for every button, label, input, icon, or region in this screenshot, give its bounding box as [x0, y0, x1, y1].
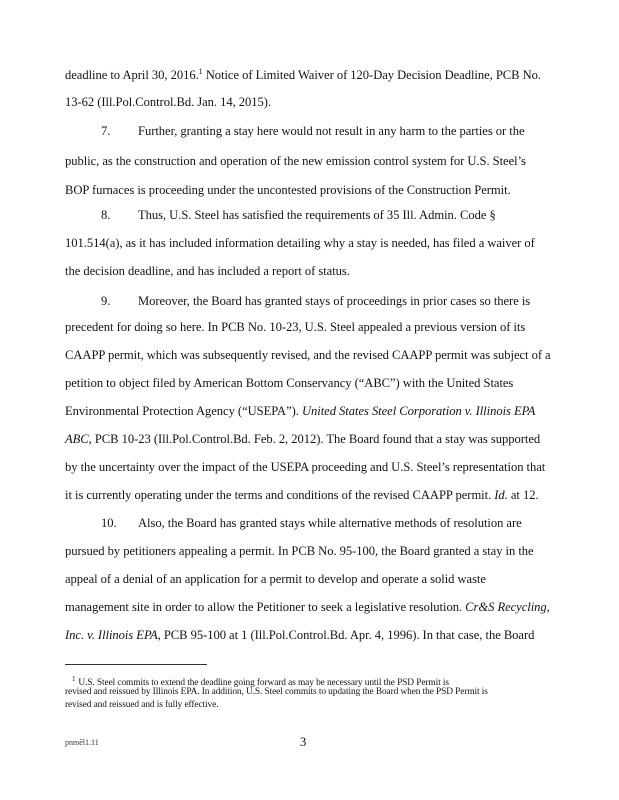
case-citation: United States Steel Corporation v. Illinois EPA [301, 404, 536, 418]
paragraph-9-line: ABC, PCB 10-23 (Ill.Pol.Control.Bd. Feb. 2, 2012). The Board found that a stay was supported [65, 432, 541, 446]
paragraph-number: 10. [101, 516, 117, 530]
paragraph-9-line: petition to object filed by American Bottom Conservancy (“ABC”) with the United States [65, 376, 514, 390]
document-id: pnmẽl1.11 [65, 738, 99, 747]
body-line: deadline to April 30, 2016.$^1$ Notice of Limited Waiver of 120-Day Decision Deadline, PCB No. [65, 67, 541, 82]
paragraph-8-line: the decision deadline, and has included a report of status. [65, 264, 350, 278]
paragraph-number: 8. [101, 208, 111, 222]
paragraph-10-line: Inc. v. Illinois EPA, PCB 95-100 at 1 (Ill.Pol.Control.Bd. Apr. 4, 1996). In that case, the Board [65, 628, 535, 642]
footnote-mark: 1 [72, 675, 76, 683]
case-citation: Inc. v. Illinois EPA [65, 628, 158, 642]
paragraph-number: 9. [101, 294, 111, 308]
page-number: 3 [300, 735, 307, 749]
paragraph-9-line: Environmental Protection Agency (“USEPA”). United States Steel Corporation v. Illinois EPA [65, 404, 536, 418]
paragraph-8-line: 8. Thus, U.S. Steel has satisfied the requirements of 35 Ill. Admin. Code § [101, 208, 496, 222]
paragraph-8-line: 101.514(a), as it has included information detailing why a stay is needed, has filed a waiver of [65, 236, 535, 250]
body-line: 13-62 (Ill.Pol.Control.Bd. Jan. 14, 2015). [65, 95, 272, 109]
footnote-reference: 1 [198, 67, 203, 76]
paragraph-9-line: 9. Moreover, the Board has granted stays of proceedings in prior cases so there is [101, 294, 531, 308]
case-citation: ABC [65, 432, 89, 446]
paragraph-10-line: pursued by petitioners appealing a permit. In PCB No. 95-100, the Board granted a stay in the [65, 544, 534, 558]
paragraph-7-line: public, as the construction and operation of the new emission control system for U.S. Steel’s [65, 154, 526, 168]
paragraph-7-line: BOP furnaces is proceeding under the uncontested provisions of the Construction Permit. [65, 183, 511, 197]
footnote-line: revised and reissued by Illinois EPA. In addition, U.S. Steel commits to updating the Board when the PSD Permit is [65, 687, 488, 697]
footnote-line: revised and reissued and is fully effective. [65, 700, 219, 710]
paragraph-9-line: precedent for doing so here. In PCB No. 10-23, U.S. Steel appealed a previous version of its [65, 320, 526, 334]
footnote-separator [65, 664, 207, 665]
paragraph-10-line: management site in order to allow the Petitioner to seek a legislative resolution. Cr&S Recycling, [65, 600, 550, 614]
paragraph-7-line: 7. Further, granting a stay here would not result in any harm to the parties or the [101, 124, 525, 138]
footnote-line: $^1$ U.S. Steel commits to extend the deadline going forward as may be necessary until the PSD Permit is [72, 675, 449, 688]
paragraph-9-line: CAAPP permit, which was subsequently revised, and the revised CAAPP permit was subject of a [65, 348, 551, 362]
paragraph-10-line: appeal of a denial of an application for a permit to develop and operate a solid waste [65, 572, 486, 586]
paragraph-9-line: by the uncertainty over the impact of the USEPA proceeding and U.S. Steel’s representation that [65, 460, 546, 474]
paragraph-number: 7. [101, 124, 111, 138]
paragraph-10-line: 10. Also, the Board has granted stays while alternative methods of resolution are [101, 516, 522, 530]
case-citation: Cr&S Recycling, [465, 600, 550, 614]
id-citation: Id. [494, 488, 508, 502]
paragraph-9-line: it is currently operating under the terms and conditions of the revised CAAPP permit. Id. at 12. [65, 488, 539, 502]
